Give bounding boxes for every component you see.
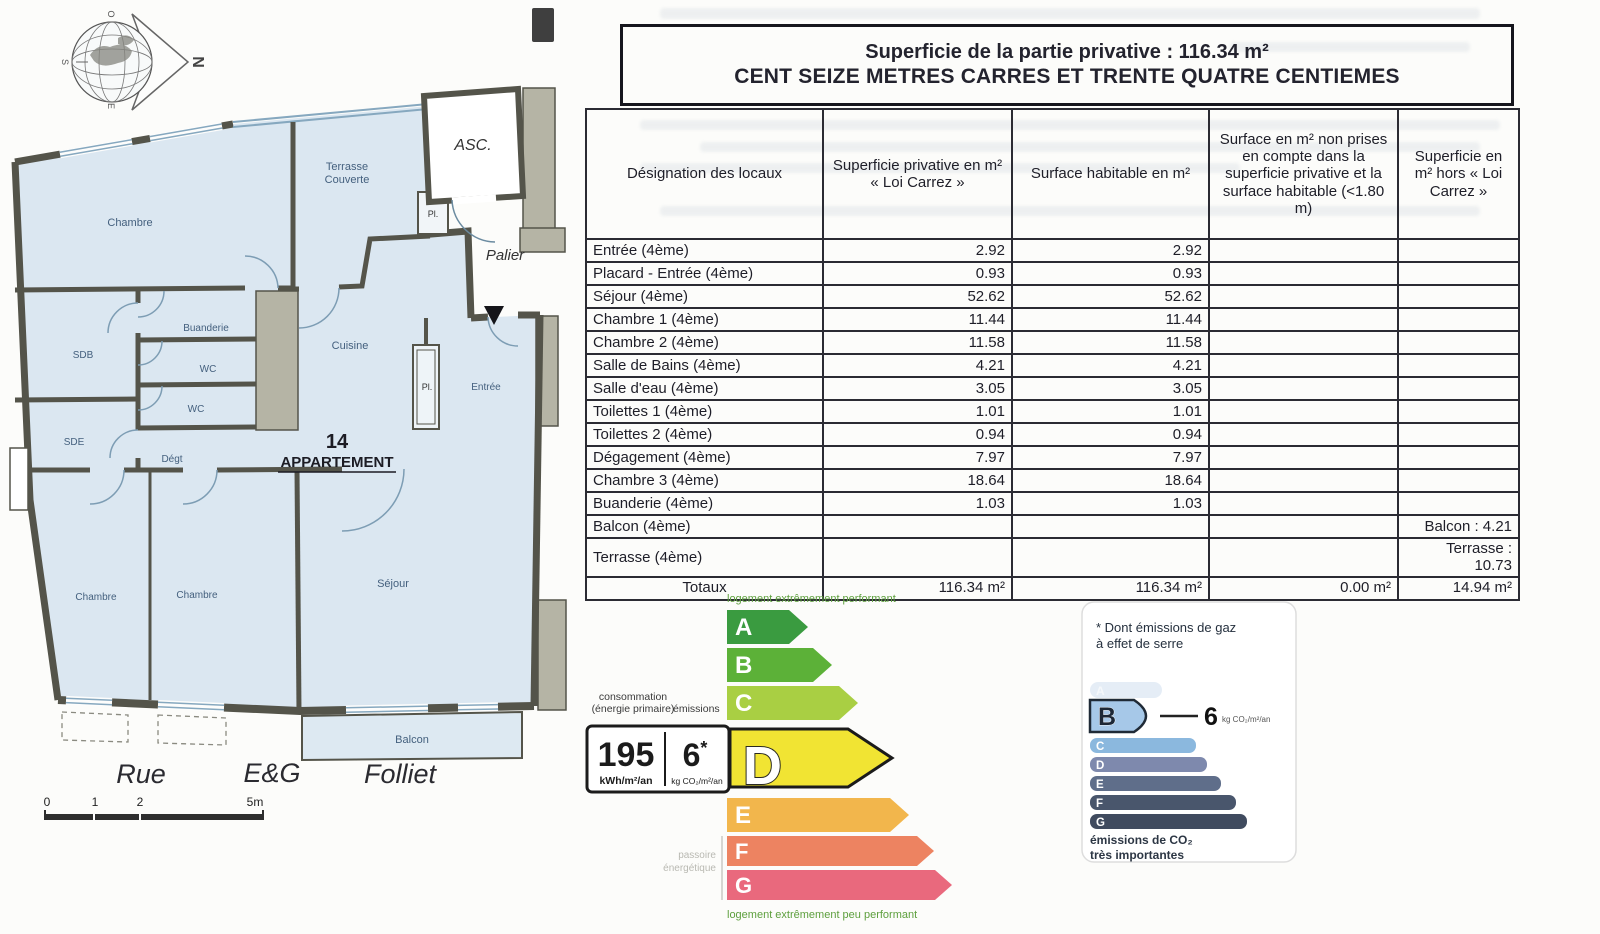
habitable-cell: 18.64: [1012, 469, 1209, 492]
totals-habitable-cell: 116.34 m²: [1012, 577, 1209, 600]
ledge-dashed: [158, 715, 226, 745]
dpe-letter-f: F: [735, 839, 749, 864]
hors-cell: [1398, 400, 1519, 423]
room-label-cuisine: Cuisine: [331, 340, 369, 352]
dpe-energy-scale: [585, 588, 1015, 928]
table-row: [586, 331, 1519, 354]
ges-title-line1: * Dont émissions de gaz: [1096, 620, 1237, 635]
room-name-cell: Chambre 2 (4ème): [586, 331, 823, 354]
non-prises-cell: [1209, 492, 1398, 515]
dpe-letter-c: C: [735, 690, 753, 717]
col-header-non-prises: Surface en m² non prises en compte dans la superficie privative et la surface habitable (<1.80 m): [1209, 109, 1398, 239]
habitable-cell: 1.03: [1012, 492, 1209, 515]
hors-cell: Balcon : 4.21: [1398, 515, 1519, 538]
room-label-wc1: WC: [199, 364, 217, 375]
habitable-cell: 4.21: [1012, 354, 1209, 377]
hors-cell: Terrasse : 10.73: [1398, 538, 1519, 577]
hors-cell: [1398, 423, 1519, 446]
room-label-degt: Dégt: [161, 454, 183, 465]
ges-bar-e: [1090, 776, 1221, 791]
table-row: [586, 492, 1519, 515]
dpe-bottom-label: logement extrêmement peu performant: [727, 909, 918, 921]
privative-cell: 0.94: [823, 423, 1012, 446]
non-prises-cell: [1209, 331, 1398, 354]
room-label-chambre-s: Chambre: [176, 590, 218, 601]
room-name-cell: Toilettes 1 (4ème): [586, 400, 823, 423]
compass-icon: [60, 10, 206, 110]
privative-cell: 11.44: [823, 308, 1012, 331]
ges-letter-e: E: [1096, 779, 1104, 791]
surface-summary-box: [620, 24, 1514, 106]
table-row: [586, 400, 1519, 423]
room-label-balcon: Balcon: [395, 734, 429, 746]
hors-cell: [1398, 377, 1519, 400]
room-name-cell: Salle d'eau (4ème): [586, 377, 823, 400]
privative-cell: [823, 538, 1012, 577]
dpe-bar-f: [727, 836, 934, 866]
habitable-cell: 3.05: [1012, 377, 1209, 400]
totals-privative-cell: 116.34 m²: [823, 577, 1012, 600]
table-row: [586, 285, 1519, 308]
ges-letter-f: F: [1096, 798, 1104, 810]
habitable-cell: 7.97: [1012, 446, 1209, 469]
dpe-consumption-label1: consommation: [598, 691, 668, 703]
room-name-cell: Toilettes 2 (4ème): [586, 423, 823, 446]
room-label-terrasse2: Couverte: [324, 174, 370, 186]
col-header-privative: Superficie privative en m² « Loi Carrez »: [823, 109, 1012, 239]
room-name-cell: Placard - Entrée (4ème): [586, 262, 823, 285]
dpe-top-label: logement extrêmement performant: [727, 593, 896, 605]
dpe-letter-g: G: [735, 873, 753, 898]
privative-cell: 4.21: [823, 354, 1012, 377]
habitable-cell: 11.44: [1012, 308, 1209, 331]
hors-cell: [1398, 469, 1519, 492]
table-row: [586, 423, 1519, 446]
ges-footer-line1: émissions de CO₂: [1090, 833, 1193, 847]
habitable-cell: 2.92: [1012, 239, 1209, 262]
non-prises-cell: [1209, 446, 1398, 469]
non-prises-cell: [1209, 262, 1398, 285]
table-row: [586, 262, 1519, 285]
privative-cell: 11.58: [823, 331, 1012, 354]
room-name-cell: Salle de Bains (4ème): [586, 354, 823, 377]
surface-summary-line1: Superficie de la partie privative : 116.34 m²: [865, 41, 1269, 63]
table-row: [586, 354, 1519, 377]
habitable-cell: [1012, 538, 1209, 577]
dpe-letter-a: A: [735, 614, 753, 641]
hors-cell: [1398, 354, 1519, 377]
non-prises-cell: [1209, 423, 1398, 446]
apartment-number: 14: [325, 431, 349, 453]
totals-non-prises-cell: 0.00 m²: [1209, 577, 1398, 600]
room-name-cell: Terrasse (4ème): [586, 538, 823, 577]
table-row: [586, 239, 1519, 262]
floor-plan: [0, 0, 570, 870]
table-header-row: [586, 109, 1519, 239]
col-header-hors: Superficie en m² hors « Loi Carrez »: [1398, 109, 1519, 239]
room-label-entree: Entrée: [471, 382, 501, 393]
totals-hors-cell: 14.94 m²: [1398, 577, 1519, 600]
room-label-chambre-sw: Chambre: [75, 592, 117, 603]
ges-letter-b: B: [1098, 703, 1117, 731]
privative-cell: 1.03: [823, 492, 1012, 515]
room-label-chambre-nw: Chambre: [107, 217, 153, 229]
room-label-wc2: WC: [187, 404, 205, 415]
totals-label-cell: Totaux: [586, 577, 823, 600]
room-name-cell: Buanderie (4ème): [586, 492, 823, 515]
non-prises-cell: [1209, 308, 1398, 331]
privative-cell: 7.97: [823, 446, 1012, 469]
scale-tick-1: 1: [91, 795, 99, 809]
table-row: [586, 446, 1519, 469]
dpe-consumption-unit: kWh/m²/an: [599, 775, 653, 787]
elevator-door-gap: [452, 198, 496, 201]
ledge-dashed: [62, 712, 128, 742]
hors-cell: [1398, 308, 1519, 331]
room-name-cell: Entrée (4ème): [586, 239, 823, 262]
dpe-emissions-label: émissions: [673, 703, 720, 715]
privative-cell: 0.93: [823, 262, 1012, 285]
scale-tick-0: 0: [43, 795, 51, 809]
street-word-folliet: Folliet: [363, 759, 437, 789]
privative-cell: 2.92: [823, 239, 1012, 262]
ges-unit: kg CO₂/m²/an: [1222, 715, 1271, 724]
hors-cell: [1398, 285, 1519, 308]
street-word-eg: E&G: [243, 758, 301, 788]
scan-artifact: [660, 8, 1480, 19]
non-prises-cell: [1209, 538, 1398, 577]
ges-footer-line2: très importantes: [1090, 848, 1185, 862]
non-prises-cell: [1209, 285, 1398, 308]
table-row: [586, 469, 1519, 492]
privative-cell: 52.62: [823, 285, 1012, 308]
habitable-cell: 52.62: [1012, 285, 1209, 308]
table-row: [586, 308, 1519, 331]
dpe-letter-d: D: [743, 736, 782, 796]
hors-cell: [1398, 492, 1519, 515]
shaft-wall: [256, 291, 298, 430]
room-name-cell: Chambre 1 (4ème): [586, 308, 823, 331]
ges-bar-f: [1090, 795, 1236, 810]
table-row: [586, 377, 1519, 400]
privative-cell: 3.05: [823, 377, 1012, 400]
room-name-cell: Chambre 3 (4ème): [586, 469, 823, 492]
dpe-bar-g: [727, 870, 952, 900]
dpe-letter-b: B: [735, 652, 753, 679]
ges-bar-g: [1090, 814, 1247, 829]
compass-north-label: N: [189, 56, 206, 68]
col-header-designation: Désignation des locaux: [586, 109, 823, 239]
dpe-passoire-label1: passoire: [678, 850, 716, 861]
surface-summary-line2: CENT SEIZE METRES CARRES ET TRENTE QUATRE CENTIEMES: [734, 65, 1400, 88]
hors-cell: [1398, 331, 1519, 354]
ges-emissions-scale: [1058, 594, 1308, 874]
ges-bar-c: [1090, 738, 1196, 753]
apartment-label: APPARTEMENT: [280, 454, 394, 471]
ges-letter-a: A: [1096, 684, 1105, 698]
ges-bar-d: [1090, 757, 1207, 772]
dpe-bar-e: [727, 798, 909, 832]
table-row: [586, 538, 1519, 577]
compass-south-label: S: [60, 58, 70, 66]
dpe-passoire-label2: énergétique: [663, 863, 716, 874]
habitable-cell: [1012, 515, 1209, 538]
ges-letter-d: D: [1096, 760, 1105, 772]
surfaces-table: [585, 108, 1520, 601]
compass-west-label: O: [106, 10, 116, 18]
room-label-terrasse: Terrasse: [325, 161, 369, 173]
room-label-palier: Palier: [485, 247, 525, 264]
street-names: [116, 758, 437, 789]
scale-bar: [44, 795, 264, 820]
habitable-cell: 11.58: [1012, 331, 1209, 354]
hors-cell: [1398, 446, 1519, 469]
habitable-cell: 0.94: [1012, 423, 1209, 446]
compass-east-label: E: [106, 102, 116, 110]
habitable-cell: 1.01: [1012, 400, 1209, 423]
room-label-sde: SDE: [63, 437, 85, 448]
table-row: [586, 515, 1519, 538]
room-label-buanderie: Buanderie: [183, 323, 229, 334]
room-name-cell: Dégagement (4ème): [586, 446, 823, 469]
room-label-sejour: Séjour: [377, 578, 409, 590]
hors-cell: [1398, 262, 1519, 285]
hors-cell: [1398, 239, 1519, 262]
dpe-emissions-value: 6*: [682, 737, 708, 773]
privative-cell: [823, 515, 1012, 538]
ges-title-line2: à effet de serre: [1096, 636, 1184, 651]
col-header-habitable: Surface habitable en m²: [1012, 109, 1209, 239]
dpe-consumption-value: 195: [597, 736, 655, 774]
room-name-cell: Séjour (4ème): [586, 285, 823, 308]
room-label-pl-entree: Pl.: [421, 382, 433, 392]
privative-cell: 18.64: [823, 469, 1012, 492]
room-label-asc: ASC.: [454, 137, 492, 154]
street-word-rue: Rue: [116, 759, 166, 789]
dpe-emissions-unit: kg CO₂/m²/an: [671, 776, 723, 786]
dpe-letter-e: E: [735, 802, 752, 829]
room-label-pl-top: Pl.: [427, 209, 439, 219]
non-prises-cell: [1209, 400, 1398, 423]
non-prises-cell: [1209, 515, 1398, 538]
privative-cell: 1.01: [823, 400, 1012, 423]
scale-tick-5m: 5m: [246, 795, 264, 809]
habitable-cell: 0.93: [1012, 262, 1209, 285]
ges-value: 6: [1204, 703, 1218, 731]
non-prises-cell: [1209, 239, 1398, 262]
non-prises-cell: [1209, 377, 1398, 400]
room-label-sdb: SDB: [72, 350, 94, 361]
room-name-cell: Balcon (4ème): [586, 515, 823, 538]
ges-letter-c: C: [1096, 741, 1105, 753]
non-prises-cell: [1209, 354, 1398, 377]
non-prises-cell: [1209, 469, 1398, 492]
ges-letter-g: G: [1096, 817, 1105, 829]
dpe-consumption-label2: (énergie primaire): [591, 703, 675, 715]
scale-tick-2: 2: [136, 795, 144, 809]
